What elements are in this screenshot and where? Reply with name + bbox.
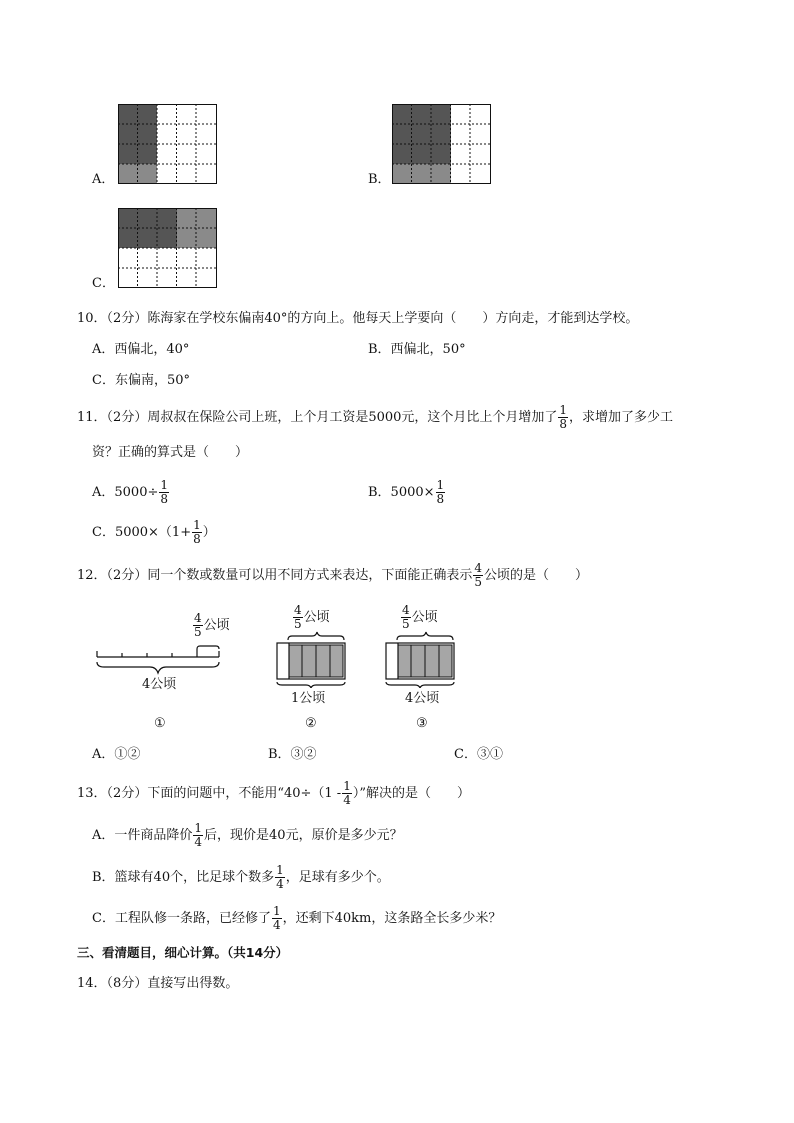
q9-option-c-label: C．: [92, 276, 115, 291]
denominator: 8: [436, 492, 445, 506]
q9-option-b-grid: [392, 104, 491, 184]
unit: 公顷: [203, 618, 230, 633]
q12-stem-end: 公顷的是（ ）: [483, 568, 588, 583]
q13-option-a: [92, 822, 403, 849]
q13-stem-end: ）”解决的是（ ）: [352, 786, 470, 801]
numerator: 1: [194, 821, 203, 835]
q12-figure-1-part-label: [192, 612, 230, 639]
q12-stem: [77, 562, 588, 589]
fraction: [193, 822, 203, 849]
denominator: 4: [276, 877, 284, 891]
q12-figure-3-total: 4公顷: [405, 691, 440, 706]
q10-stem: 10．（2分）陈海家在学校东偏南40°的方向上。他每天上学要向（ ）方向走，才能到达学校。: [77, 311, 639, 326]
q11-stem: [77, 404, 673, 431]
numerator: 1: [436, 478, 445, 492]
denominator: 8: [193, 532, 201, 546]
denominator: 4: [272, 918, 281, 932]
denominator: 8: [559, 417, 568, 431]
q12-option-a: A．①②: [92, 747, 141, 762]
q11-stem-line2: 资？正确的算式是（ ）: [92, 445, 249, 460]
fraction: [275, 864, 285, 891]
denominator: 5: [402, 617, 410, 631]
numerator: 4: [194, 611, 202, 625]
q12-figure-2-bar: [274, 630, 348, 688]
q9-option-b-label: B．: [368, 172, 391, 187]
denominator: 4: [343, 793, 351, 807]
q12-figure-2-total: 1公顷: [291, 691, 326, 706]
q9-option-c-grid: [118, 208, 217, 288]
q13-option-b-start: B．篮球有40个，比足球个数多: [92, 870, 275, 885]
unit: 公顷: [411, 610, 438, 625]
q12-figure-2-number: ②: [305, 716, 317, 731]
denominator: 5: [194, 625, 202, 639]
q13-option-a-start: A．一件商品降价: [92, 828, 193, 843]
denominator: 8: [160, 492, 169, 506]
denominator: 5: [474, 575, 482, 589]
q12-figure-3-number: ③: [416, 716, 428, 731]
q11-option-c-start: C．5000×（1+: [92, 525, 192, 540]
q10-option-a: A．西偏北，40°: [92, 342, 190, 357]
q13-option-b-end: ，足球有多少个。: [285, 870, 390, 885]
fraction: [192, 519, 202, 546]
q12-stem-start: 12．（2分）同一个数或数量可以用不同方式来表达，下面能正确表示: [77, 568, 473, 583]
q12-option-c: C．③①: [454, 747, 503, 762]
section-3-heading: 三、看清题目，细心计算。（共14分）: [77, 945, 289, 960]
fraction: [401, 604, 411, 631]
q13-stem-start: 13．（2分）下面的问题中，不能用“40÷（1 -: [77, 786, 342, 801]
fraction: [159, 479, 169, 506]
q12-option-b: B．③②: [268, 747, 317, 762]
numerator: 1: [276, 863, 284, 877]
fraction: [272, 905, 282, 932]
q13-option-b: [92, 864, 390, 891]
q12-figure-3-bar: [383, 630, 457, 688]
q9-option-a-label: A．: [92, 172, 115, 187]
q12-figure-3-part-label: [400, 604, 438, 631]
q12-stem-fraction: [473, 562, 483, 589]
q11-stem-end: ，求增加了多少工: [569, 410, 674, 425]
numerator: 4: [474, 561, 482, 575]
fraction: [193, 612, 203, 639]
numerator: 1: [559, 403, 568, 417]
numerator: 1: [160, 478, 169, 492]
numerator: 1: [343, 779, 351, 793]
numerator: 4: [294, 603, 302, 617]
q13-option-c-end: ，还剩下40km，这条路全长多少米？: [282, 911, 502, 926]
fraction: [436, 479, 446, 506]
q13-stem-fraction: [342, 780, 352, 807]
q10-option-b: B．西偏北，50°: [368, 342, 466, 357]
q11-option-a: [92, 479, 170, 506]
fraction: [293, 604, 303, 631]
q9-option-a-grid: [118, 104, 217, 184]
q10-option-c: C．东偏南，50°: [92, 373, 190, 388]
denominator: 4: [194, 835, 203, 849]
q11-stem-start: 11．（2分）周叔叔在保险公司上班，上个月工资是5000元，这个月比上个月增加了: [77, 410, 558, 425]
q14-stem: 14．（8分）直接写出得数。: [77, 976, 239, 991]
q12-figure-2-part-label: [292, 604, 330, 631]
q11-option-b: [368, 479, 446, 506]
numerator: 4: [402, 603, 410, 617]
q11-option-c: [92, 519, 216, 546]
unit: 公顷: [303, 610, 330, 625]
denominator: 5: [294, 617, 302, 631]
q12-figure-1-total: 4公顷: [142, 677, 177, 692]
q13-option-c-start: C．工程队修一条路，已经修了: [92, 911, 271, 926]
q11-option-c-end: ）: [202, 525, 216, 540]
q11-stem-fraction: [558, 404, 568, 431]
numerator: 1: [193, 518, 201, 532]
q11-option-a-text: A．5000÷: [92, 485, 159, 500]
q11-option-b-text: B．5000×: [368, 485, 435, 500]
q12-figure-1-number: ①: [154, 716, 166, 731]
q13-option-c: [92, 905, 501, 932]
q13-option-a-end: 后，现价是40元，原价是多少元？: [204, 828, 403, 843]
q13-stem: [77, 780, 470, 807]
numerator: 1: [272, 904, 281, 918]
